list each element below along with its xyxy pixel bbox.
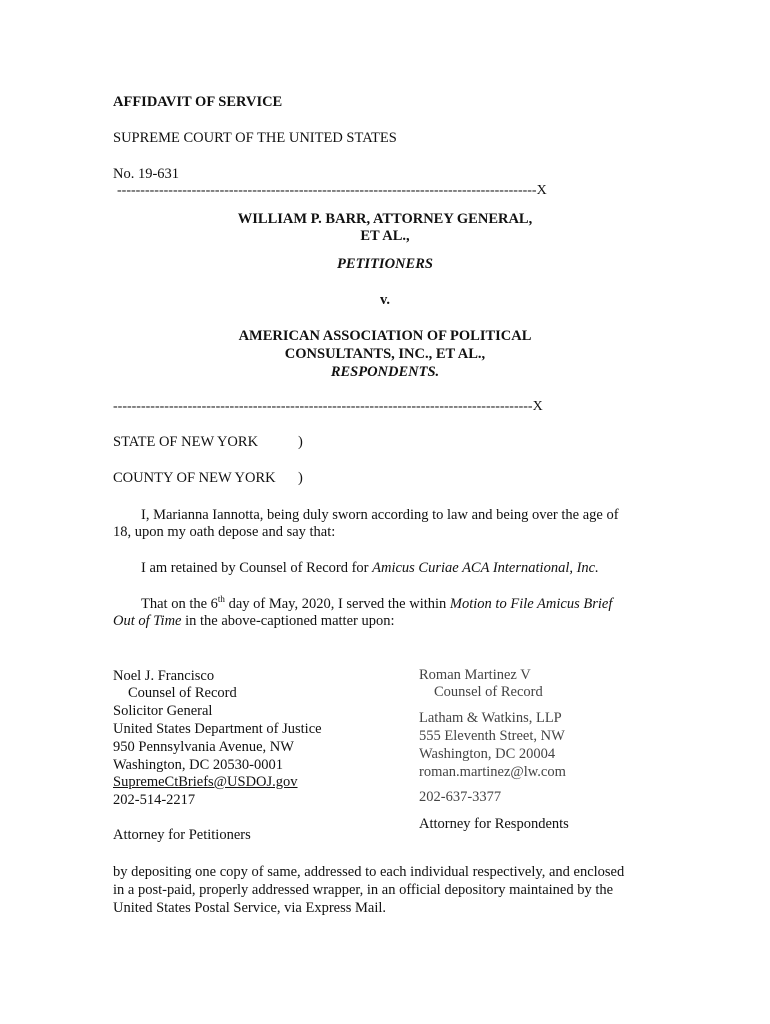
venue-state: STATE OF NEW YORK — [113, 434, 259, 450]
petitioner-counsel-name: Noel J. Francisco — [113, 668, 215, 684]
service-text-a: That on the 6 — [141, 596, 218, 612]
court-name: SUPREME COURT OF THE UNITED STATES — [113, 130, 397, 146]
caption-divider-bottom: ------------------------------------------------------------------------------------------X — [113, 399, 543, 414]
attorney-for-respondents: Attorney for Respondents — [419, 816, 569, 832]
venue-state-paren: ) — [298, 434, 303, 450]
document-heading: AFFIDAVIT OF SERVICE — [113, 94, 283, 110]
venue-county: COUNTY OF NEW YORK — [113, 470, 276, 486]
closing-paragraph-line1: by depositing one copy of same, addressed to each individual respectively, and enclosed — [113, 864, 625, 880]
service-text-b: day of May, 2020, I served the within — [224, 596, 450, 612]
respondent-counsel-name: Roman Martinez V — [419, 667, 531, 683]
service-paragraph-line1 — [141, 596, 612, 613]
respondent-counsel-firm: Latham & Watkins, LLP — [419, 710, 562, 726]
petitioner-name-line2: ET AL., — [360, 228, 410, 244]
petitioner-counsel-title: Solicitor General — [113, 703, 213, 719]
oath-paragraph-line1: I, Marianna Iannotta, being duly sworn according to law and being over the age of — [141, 507, 619, 523]
retained-paragraph — [141, 560, 599, 577]
attorney-for-petitioners: Attorney for Petitioners — [113, 827, 251, 843]
amicus-name: Amicus Curiae ACA International, Inc. — [372, 560, 599, 576]
respondent-counsel-phone: 202-637-3377 — [419, 789, 502, 805]
case-number: No. 19-631 — [113, 166, 180, 182]
petitioner-counsel-org: United States Department of Justice — [113, 721, 322, 737]
respondents-label: RESPONDENTS. — [330, 364, 440, 380]
oath-paragraph-line2: 18, upon my oath depose and say that: — [113, 524, 336, 540]
service-text-c: in the above-captioned matter upon: — [181, 613, 395, 629]
petitioner-counsel-role: Counsel of Record — [128, 685, 237, 701]
caption-divider-top: ------------------------------------------------------------------------------------------X — [117, 183, 547, 198]
closing-paragraph-line2: in a post-paid, properly addressed wrapper, in an official depository maintained by the — [113, 882, 614, 898]
petitioner-counsel-street: 950 Pennsylvania Avenue, NW — [113, 739, 294, 755]
petitioner-counsel-phone: 202-514-2217 — [113, 792, 196, 808]
petitioner-name-line1: WILLIAM P. BARR, ATTORNEY GENERAL, — [237, 211, 533, 227]
service-paragraph-line2 — [113, 613, 394, 630]
respondent-counsel-email: roman.martinez@lw.com — [419, 764, 566, 780]
respondent-counsel-role: Counsel of Record — [434, 684, 543, 700]
respondent-counsel-city: Washington, DC 20004 — [419, 746, 556, 762]
respondent-name-line1: AMERICAN ASSOCIATION OF POLITICAL — [238, 328, 532, 344]
petitioner-counsel-city: Washington, DC 20530-0001 — [113, 757, 284, 773]
ordinal-suffix: th — [217, 594, 225, 605]
versus-label: v. — [379, 292, 391, 308]
respondent-counsel-street: 555 Eleventh Street, NW — [419, 728, 565, 744]
venue-county-paren: ) — [298, 470, 303, 486]
motion-title-cont: Out of Time — [113, 613, 182, 629]
motion-title: Motion to File Amicus Brief — [449, 596, 613, 612]
petitioners-label: PETITIONERS — [337, 256, 433, 272]
petitioner-counsel-email-link[interactable]: SupremeCtBriefs@USDOJ.gov — [113, 774, 298, 790]
retained-text: I am retained by Counsel of Record for — [141, 560, 373, 576]
respondent-name-line2: CONSULTANTS, INC., ET AL., — [284, 346, 486, 362]
closing-paragraph-line3: United States Postal Service, via Express Mail. — [113, 900, 387, 916]
